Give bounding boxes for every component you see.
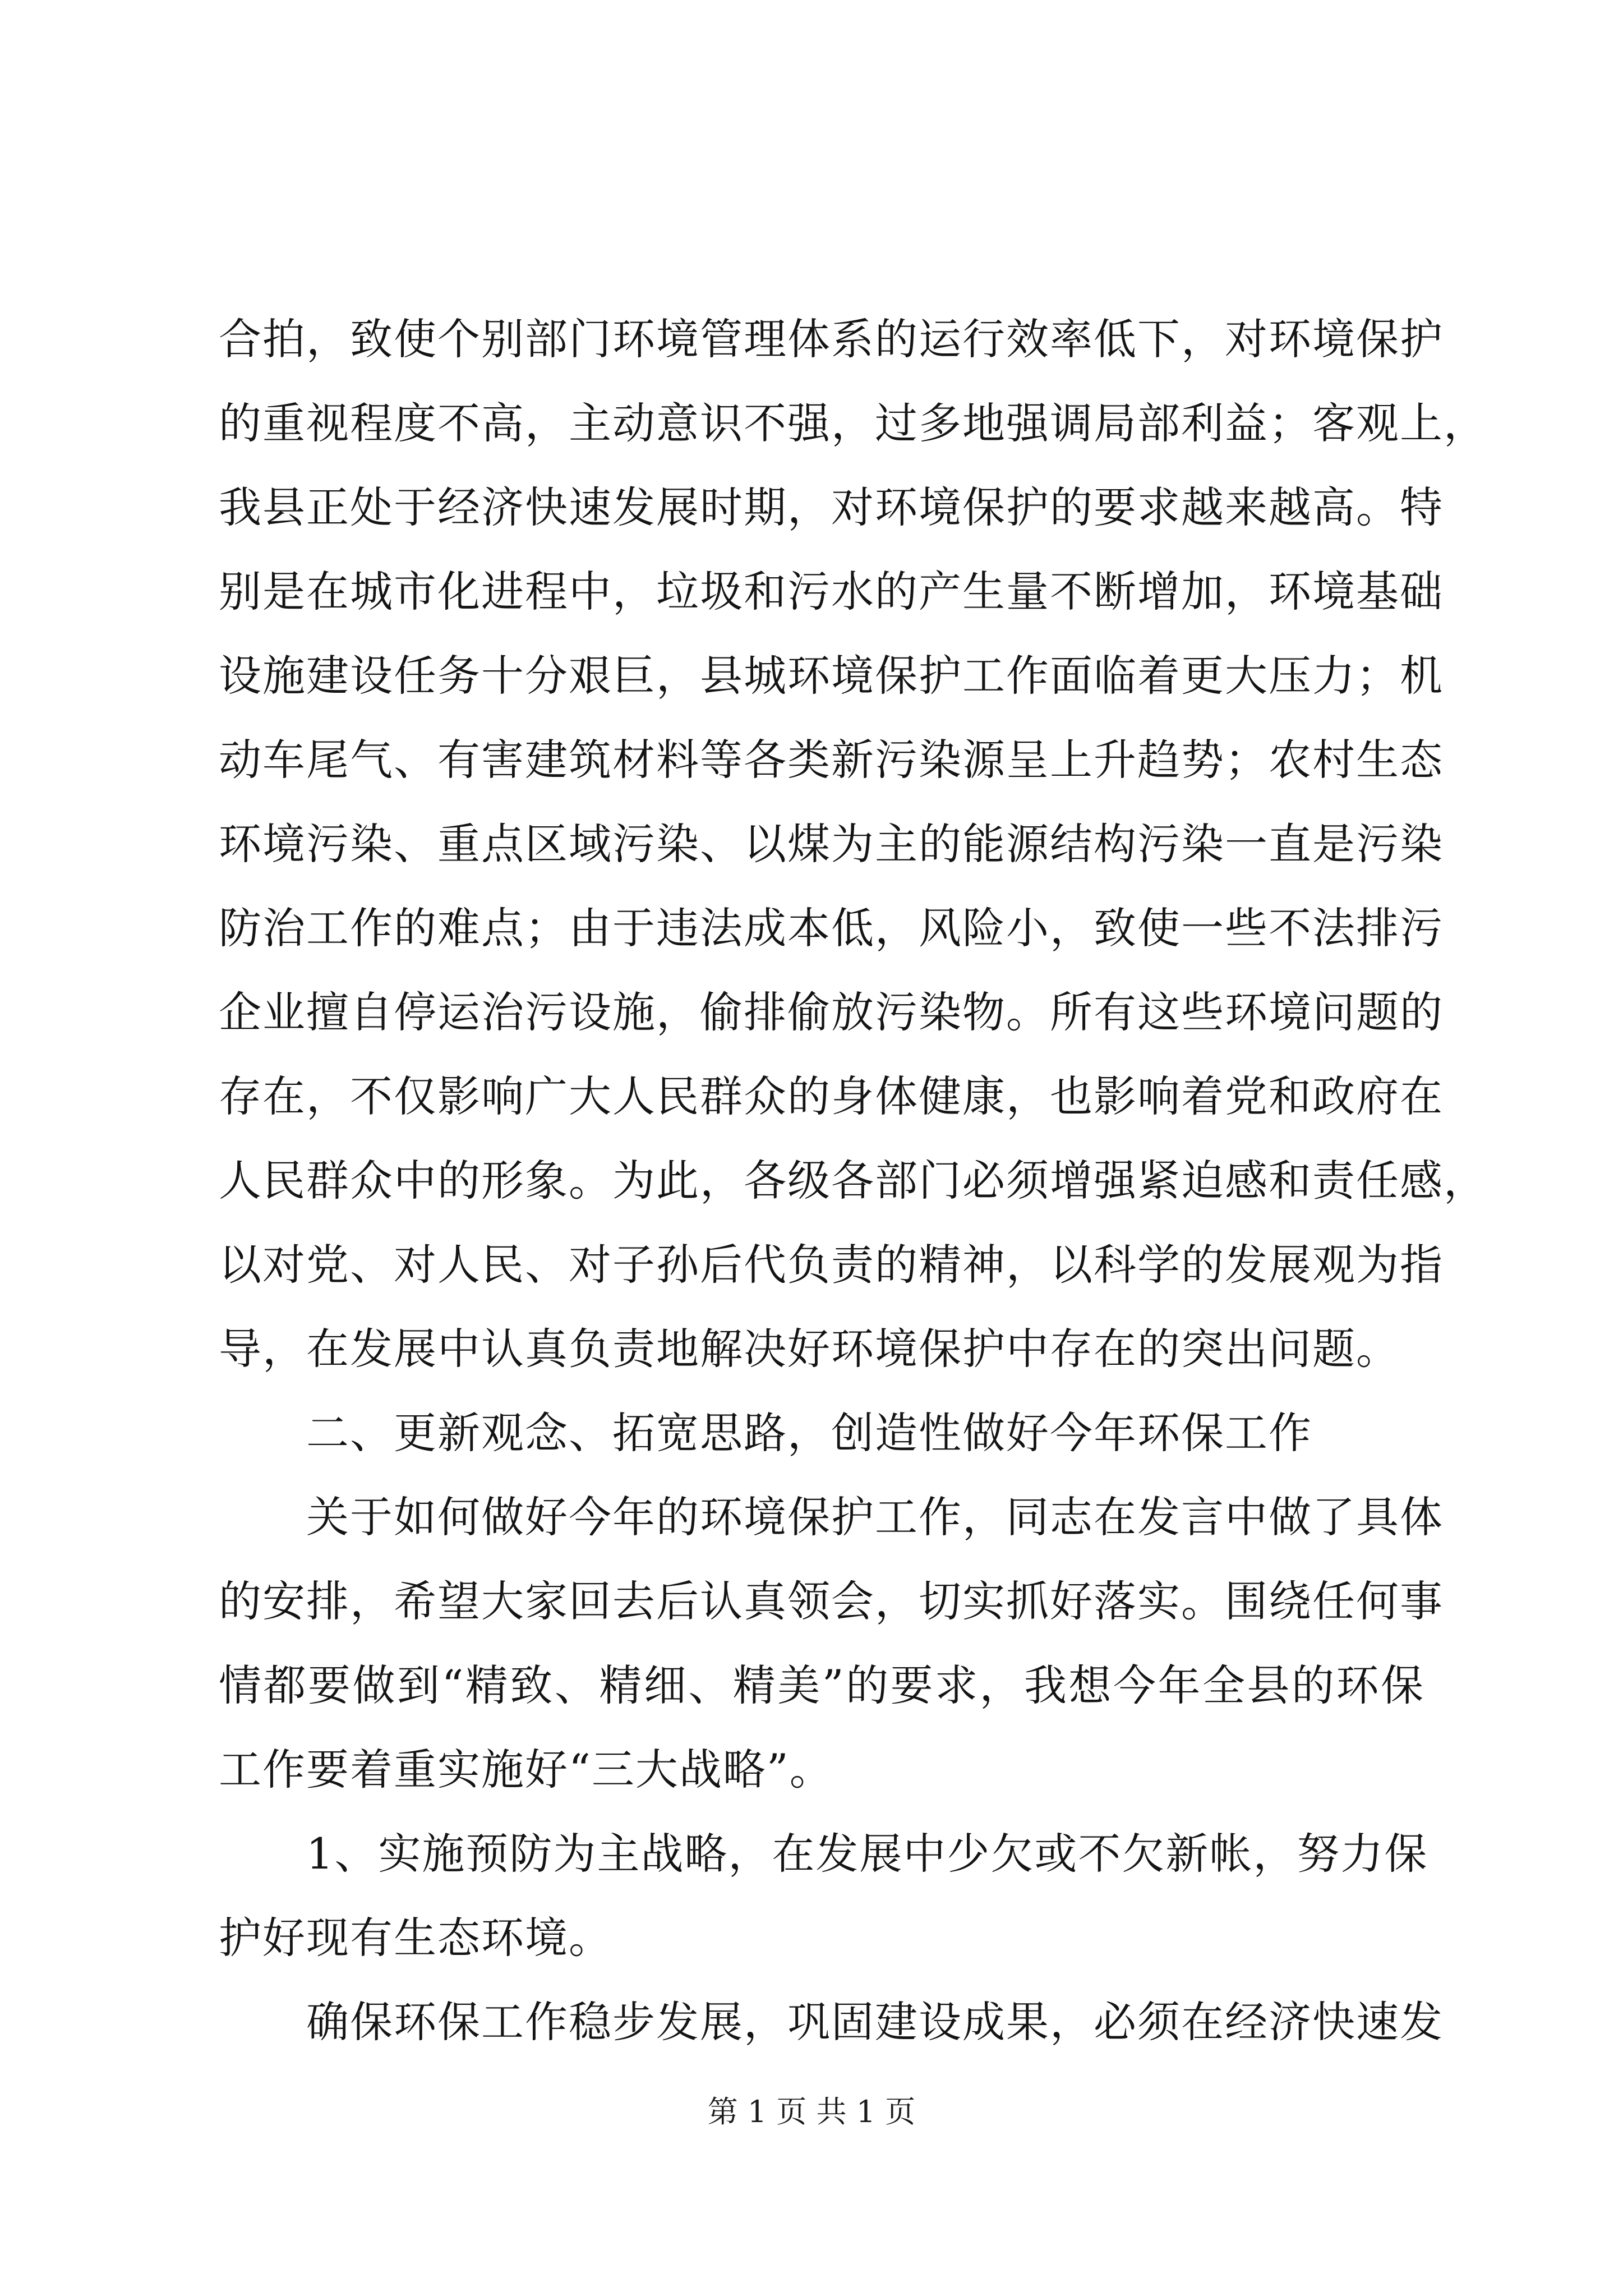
text-line: 工作要着重实施好“三大战略”。 (219, 1745, 833, 1795)
text-line: 企业擅自停运治污设施，偷排偷放污染物。所有这些环境问题的 (219, 987, 1444, 1037)
text-line: 情都要做到“精致、精细、精美”的要求，我想今年全县的环保 (219, 1660, 1424, 1710)
text-line: 的重视程度不高，主动意识不强，过多地强调局部利益；客观上， (219, 398, 1487, 448)
text-line: 人民群众中的形象。为此，各级各部门必须增强紧迫感和责任感， (219, 1156, 1487, 1205)
text-line: 导，在发展中认真负责地解决好环境保护中存在的突出问题。 (219, 1324, 1400, 1374)
text-line: 确保环保工作稳步发展，巩固建设成果，必须在经济快速发 (306, 1997, 1444, 2047)
subsection-heading: 1、实施预防为主战略，在发展中少欠或不欠新帐，努力保 (306, 1829, 1428, 1879)
text-line: 关于如何做好今年的环境保护工作，同志在发言中做了具体 (306, 1492, 1444, 1542)
text-line: 以对党、对人民、对子孙后代负责的精神，以科学的发展观为指 (219, 1240, 1444, 1290)
text-line: 设施建设任务十分艰巨，县城环境保护工作面临着更大压力；机 (219, 651, 1444, 701)
text-line: 合拍，致使个别部门环境管理体系的运行效率低下，对环境保护 (219, 314, 1444, 364)
text-line: 存在，不仅影响广大人民群众的身体健康，也影响着党和政府在 (219, 1071, 1444, 1121)
section-heading: 二、更新观念、拓宽思路，创造性做好今年环保工作 (306, 1408, 1312, 1458)
text-line: 防治工作的难点；由于违法成本低，风险小，致使一些不法排污 (219, 903, 1444, 953)
text-line: 别是在城市化进程中，垃圾和污水的产生量不断增加，环境基础 (219, 567, 1444, 616)
text-line: 环境污染、重点区域污染、以煤为主的能源结构污染一直是污染 (219, 819, 1444, 869)
text-line: 的安排，希望大家回去后认真领会，切实抓好落实。围绕任何事 (219, 1576, 1444, 1626)
text-line: 我县正处于经济快速发展时期，对环境保护的要求越来越高。特 (219, 482, 1444, 532)
text-line: 动车尾气、有害建筑材料等各类新污染源呈上升趋势；农村生态 (219, 735, 1444, 785)
page-footer: 第 1 页 共 1 页 (707, 2094, 916, 2129)
text-line: 护好现有生态环境。 (219, 1913, 612, 1963)
